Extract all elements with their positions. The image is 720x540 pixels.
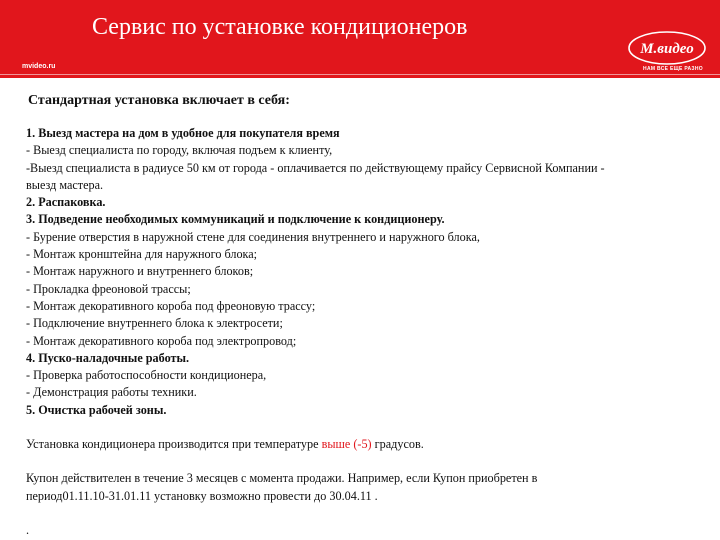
header-divider xyxy=(0,74,720,75)
list-item: - Проверка работоспособности кондиционера, xyxy=(26,368,267,383)
list-heading: 2. Распаковка. xyxy=(26,195,106,210)
temperature-note xyxy=(26,436,706,453)
mvideo-logo xyxy=(627,30,707,66)
list-item: - Подключение внутреннего блока к электросети; xyxy=(26,316,283,331)
logo-tagline: НАМ ВСЕ ЕЩЕ РАЗНО xyxy=(643,66,703,72)
spacer xyxy=(26,419,706,436)
section-heading: Стандартная установка включает в себя: xyxy=(28,93,290,108)
list-heading: 3. Подведение необходимых коммуникаций и подключение к кондиционеру. xyxy=(26,212,445,227)
coupon-line-1: Купон действителен в течение 3 месяцев с момента продажи. Например, если Купон приобретен в xyxy=(26,471,538,486)
list-item: - Бурение отверстия в наружной стене для соединения внутреннего и наружного блока, xyxy=(26,229,480,244)
list-heading: 5. Очистка рабочей зоны. xyxy=(26,402,167,417)
temperature-highlight: выше (-5) xyxy=(321,437,372,452)
list-heading: 4. Пуско-наладочные работы. xyxy=(26,350,190,365)
list-item: выезд мастера. xyxy=(26,177,104,192)
page-title: Сервис по установке кондиционеров xyxy=(92,14,468,40)
services-list xyxy=(26,125,706,419)
list-item: - Монтаж наружного и внутреннего блоков; xyxy=(26,264,254,279)
list-item: - Прокладка фреоновой трассы; xyxy=(26,281,191,296)
site-url: mvideo.ru xyxy=(22,63,56,70)
temperature-unit: градусов. xyxy=(371,437,424,452)
header-bar xyxy=(0,0,720,78)
list-item: - Выезд специалиста по городу, включая подъем к клиенту, xyxy=(26,143,333,158)
list-item: - Демонстрация работы техники. xyxy=(26,385,197,400)
coupon-line-2: период01.11.10-31.01.11 установку возможно провести до 30.04.11 . xyxy=(26,488,378,503)
list-item: - Монтаж декоративного короба под фреоновую трассу; xyxy=(26,298,316,313)
spacer xyxy=(26,453,706,470)
spacer xyxy=(26,505,706,522)
list-item: -Выезд специалиста в радиусе 50 км от города - оплачивается по действующему прайсу Сервисной Компании - xyxy=(26,160,605,175)
trailing-dot: . xyxy=(26,522,30,537)
temperature-text: Установка кондиционера производится при температуре xyxy=(26,437,322,452)
logo-text: М.видео xyxy=(640,41,694,57)
list-heading: 1. Выезд мастера на дом в удобное для покупателя время xyxy=(26,126,340,140)
list-item: - Монтаж кронштейна для наружного блока; xyxy=(26,247,258,262)
document-body xyxy=(26,125,706,539)
list-item: - Монтаж декоративного короба под электропровод; xyxy=(26,333,297,348)
